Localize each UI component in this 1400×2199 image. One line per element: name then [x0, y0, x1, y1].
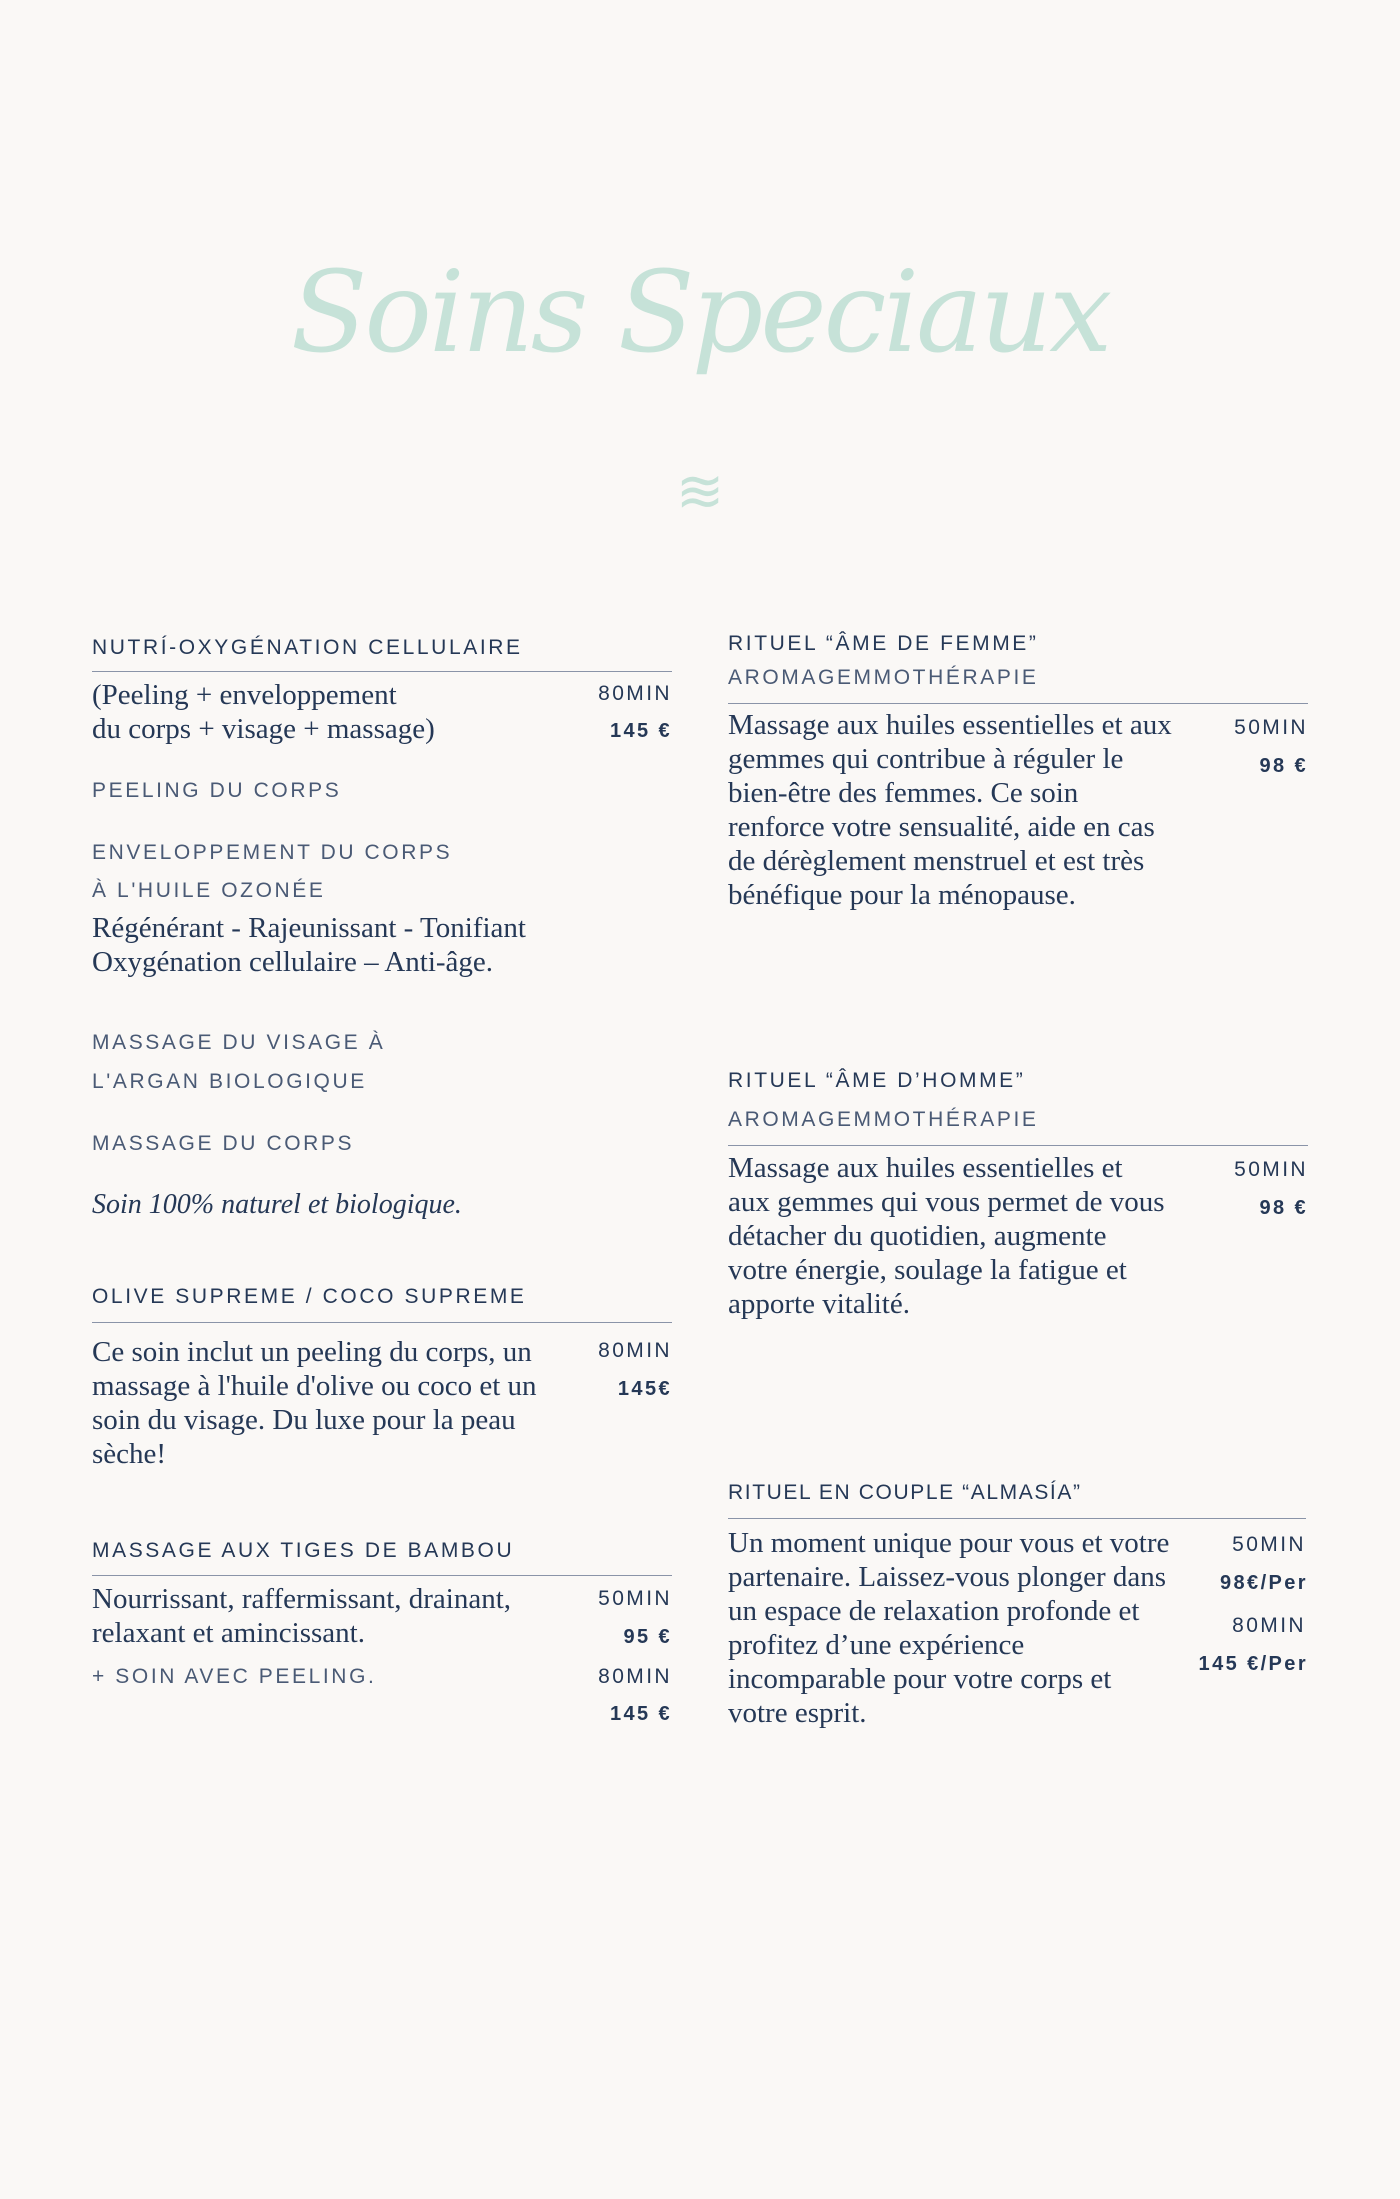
femme-heading: RITUEL “ÂME DE FEMME” [728, 632, 1039, 655]
couple-divider [728, 1518, 1306, 1519]
bambou-duration-2: 80MIN [598, 1665, 672, 1688]
page-title: Soins Speciaux [290, 248, 1110, 378]
nutri-heading: NUTRÍ-OXYGÉNATION CELLULAIRE [92, 636, 523, 659]
olive-duration: 80MIN [598, 1339, 672, 1362]
wave-icon: ≋ [675, 457, 725, 525]
homme-duration: 50MIN [1234, 1158, 1308, 1181]
benefits-text [92, 911, 592, 979]
femme-divider [728, 703, 1308, 704]
bambou-price-1: 95 € [623, 1626, 672, 1648]
couple-description: Un moment unique pour vous et votre partenaire. Laissez-vous plonger dans un espace de relaxation profonde et profitez d’une expérience incomparable pour votre corps et votre esprit. [728, 1527, 1170, 1729]
homme-price: 98 € [1259, 1197, 1308, 1219]
peeling-label: PEELING DU CORPS [92, 779, 342, 802]
benefits-line: Oxygénation cellulaire – Anti-âge. [92, 946, 494, 978]
olive-price: 145€ [617, 1378, 672, 1400]
nutri-duration: 80MIN [598, 682, 672, 705]
bambou-description: Nourrissant, raffermissant, drainant, relaxant et amincissant. [92, 1583, 512, 1649]
femme-description: Massage aux huiles essentielles et aux gemmes qui contribue à réguler le bien-être des femmes. Ce soin renforce votre sensualité, aide en cas de dérèglement menstruel et est très bénéfique pour la ménopause. [728, 709, 1172, 911]
benefits-line: Régénérant - Rajeunissant - Tonifiant [92, 912, 526, 944]
bambou-extra-label: + SOIN AVEC PEELING. [92, 1665, 377, 1688]
massage-corps-label: MASSAGE DU CORPS [92, 1132, 355, 1155]
massage-visage-label-1: MASSAGE DU VISAGE À [92, 1031, 386, 1054]
homme-heading: RITUEL “ÂME D’HOMME” [728, 1069, 1026, 1092]
olive-description: Ce soin inclut un peeling du corps, un massage à l'huile d'olive ou coco et un soin du visage. Du luxe pour la peau sèche! [92, 1336, 537, 1470]
couple-heading: RITUEL EN COUPLE “ALMASÍA” [728, 1481, 1082, 1504]
femme-subheading: AROMAGEMMOTHÉRAPIE [728, 666, 1039, 689]
nutri-description [92, 678, 562, 746]
couple-duration-2: 80MIN [1232, 1614, 1306, 1637]
nutri-price: 145 € [609, 720, 672, 742]
couple-price-2: 145 €/Per [1198, 1653, 1308, 1675]
bambou-duration-1: 50MIN [598, 1587, 672, 1610]
natural-note: Soin 100% naturel et biologique. [92, 1189, 462, 1220]
bambou-price-2: 145 € [609, 1703, 672, 1725]
homme-subheading: AROMAGEMMOTHÉRAPIE [728, 1108, 1039, 1131]
couple-duration-1: 50MIN [1232, 1533, 1306, 1556]
nutri-divider [92, 671, 672, 672]
olive-divider [92, 1322, 672, 1323]
nutri-desc-line: (Peeling + enveloppement [92, 679, 397, 711]
femme-price: 98 € [1259, 755, 1308, 777]
homme-description: Massage aux huiles essentielles et aux gemmes qui vous permet de vous détacher du quotidien, augmente votre énergie, soulage la fatigue et apporte vitalité. [728, 1152, 1165, 1320]
bambou-divider [92, 1575, 672, 1576]
homme-divider [728, 1145, 1308, 1146]
couple-price-1: 98€/Per [1220, 1572, 1308, 1594]
olive-heading: OLIVE SUPREME / COCO SUPREME [92, 1285, 527, 1308]
bambou-heading: MASSAGE AUX TIGES DE BAMBOU [92, 1539, 515, 1562]
nutri-desc-line: du corps + visage + massage) [92, 713, 435, 745]
massage-visage-label-2: L'ARGAN BIOLOGIQUE [92, 1070, 367, 1093]
enveloppement-label-2: À L'HUILE OZONÉE [92, 879, 326, 902]
femme-duration: 50MIN [1234, 716, 1308, 739]
enveloppement-label-1: ENVELOPPEMENT DU CORPS [92, 841, 453, 864]
